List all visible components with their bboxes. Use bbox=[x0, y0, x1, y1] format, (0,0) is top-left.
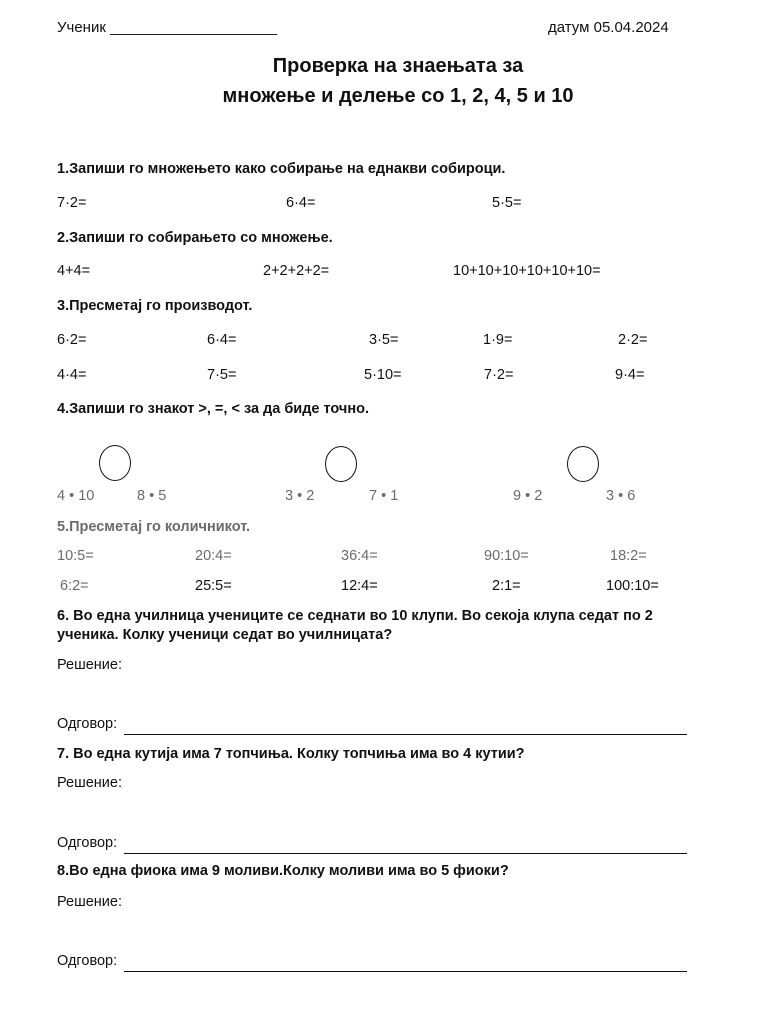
q5-item: 6:2= bbox=[60, 578, 89, 594]
comparison-circle[interactable] bbox=[567, 446, 599, 482]
q1-item: 6·4= bbox=[286, 195, 316, 211]
q3-item: 7·2= bbox=[484, 367, 514, 383]
q3-heading: 3.Пресметај го производот. bbox=[57, 298, 253, 314]
q5-item: 90:10= bbox=[484, 548, 529, 564]
q1-item: 5·5= bbox=[492, 195, 522, 211]
title-line-2: множење и делење со 1, 2, 4, 5 и 10 bbox=[222, 85, 574, 107]
q2-item: 10+10+10+10+10+10= bbox=[453, 263, 601, 279]
q5-item: 12:4= bbox=[341, 578, 378, 594]
q4-right-expr: 7 • 1 bbox=[369, 488, 399, 504]
q3-item: 2·2= bbox=[618, 332, 648, 348]
q8-text: 8.Во една фиока има 9 моливи.Колку моливи има во 5 фиоки? bbox=[57, 863, 509, 879]
q5-item: 25:5= bbox=[195, 578, 232, 594]
q5-item: 10:5= bbox=[57, 548, 94, 564]
q5-item: 20:4= bbox=[195, 548, 232, 564]
q5-item: 100:10= bbox=[606, 578, 659, 594]
q6-answer-line[interactable] bbox=[124, 734, 687, 735]
q3-item: 4·4= bbox=[57, 367, 87, 383]
q5-item: 36:4= bbox=[341, 548, 378, 564]
q5-heading: 5.Пресметај го количникот. bbox=[57, 519, 251, 535]
comparison-circle[interactable] bbox=[325, 446, 357, 482]
q8-answer-line[interactable] bbox=[124, 971, 687, 972]
q1-item: 7·2= bbox=[57, 195, 87, 211]
q4-right-expr: 8 • 5 bbox=[137, 488, 167, 504]
q8-answer-label: Одговор: bbox=[57, 953, 118, 969]
student-name-field: Ученик ____________________ bbox=[57, 19, 277, 36]
q3-item: 6·4= bbox=[207, 332, 237, 348]
q7-solution-label: Решение: bbox=[57, 775, 122, 791]
q7-answer-label: Одговор: bbox=[57, 835, 118, 851]
q6-text-line-1: 6. Во една училница учениците се седнати во 10 клупи. Во секоја клупа седат по 2 bbox=[57, 608, 653, 624]
q4-left-expr: 9 • 2 bbox=[513, 488, 543, 504]
q4-left-expr: 3 • 2 bbox=[285, 488, 315, 504]
q3-item: 1·9= bbox=[483, 332, 513, 348]
q6-solution-label: Решение: bbox=[57, 657, 122, 673]
q2-heading: 2.Запиши го собирањето со множење. bbox=[57, 230, 333, 246]
q6-text-line-2: ученика. Колку ученици седат во училницата? bbox=[57, 627, 393, 643]
q8-solution-label: Решение: bbox=[57, 894, 122, 910]
date-label: датум 05.04.2024 bbox=[548, 19, 669, 36]
q2-item: 2+2+2+2= bbox=[263, 263, 330, 279]
q1-heading: 1.Запиши го множењето како собирање на еднакви собироци. bbox=[57, 161, 506, 177]
q6-answer-label: Одговор: bbox=[57, 716, 118, 732]
q3-item: 9·4= bbox=[615, 367, 645, 383]
q3-item: 5·10= bbox=[364, 367, 402, 383]
q5-item: 18:2= bbox=[610, 548, 647, 564]
q4-left-expr: 4 • 10 bbox=[57, 488, 95, 504]
q7-answer-line[interactable] bbox=[124, 853, 687, 854]
q4-right-expr: 3 • 6 bbox=[606, 488, 636, 504]
comparison-circle[interactable] bbox=[99, 445, 131, 481]
q2-item: 4+4= bbox=[57, 263, 91, 279]
q7-text: 7. Во една кутија има 7 топчиња. Колку топчиња има во 4 кутии? bbox=[57, 746, 525, 762]
q3-item: 3·5= bbox=[369, 332, 399, 348]
title-line-1: Проверка на знаењата за bbox=[272, 55, 524, 77]
q5-item: 2:1= bbox=[492, 578, 521, 594]
q3-item: 7·5= bbox=[207, 367, 237, 383]
q3-item: 6·2= bbox=[57, 332, 87, 348]
q4-heading: 4.Запиши го знакот >, =, < за да биде точно. bbox=[57, 401, 369, 417]
